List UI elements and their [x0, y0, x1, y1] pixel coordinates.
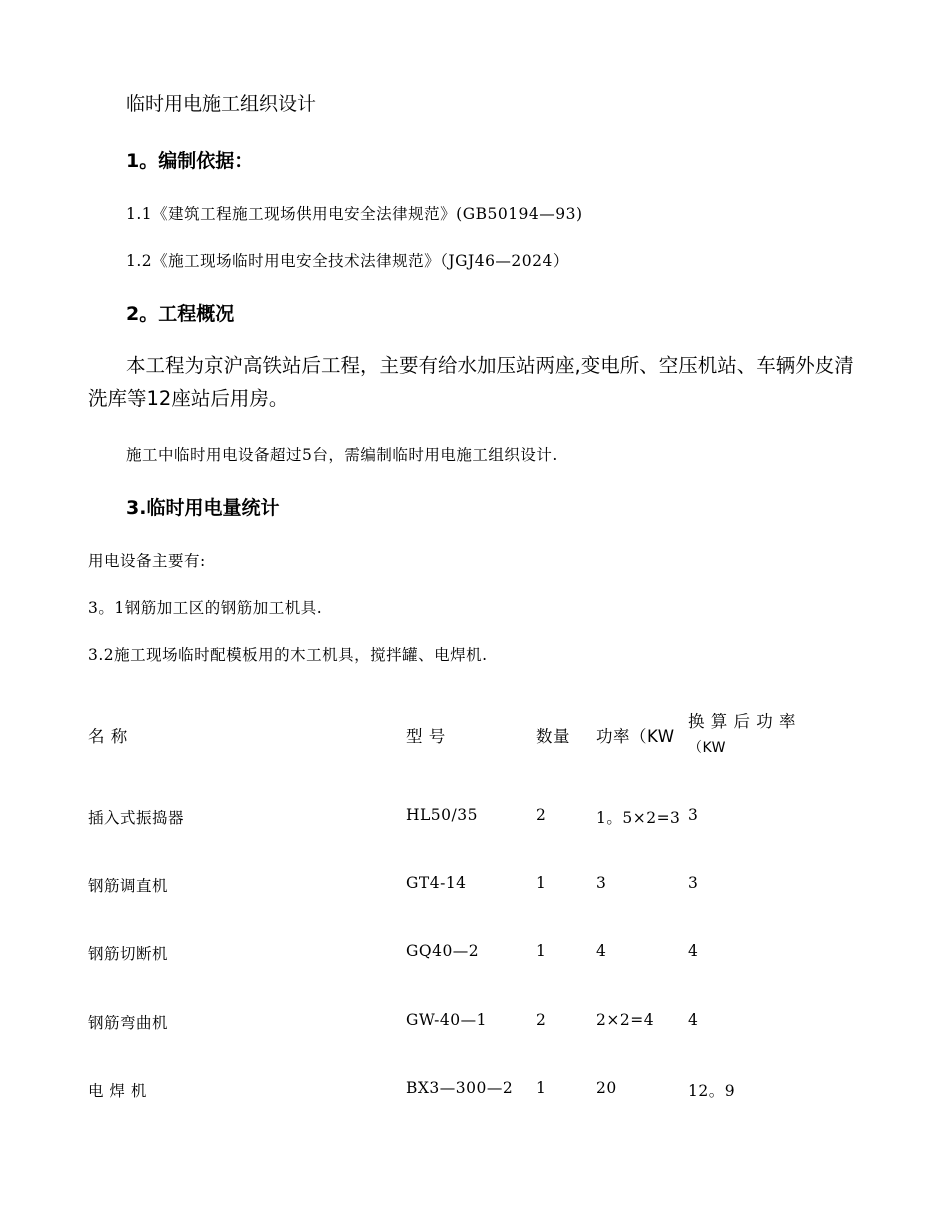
cell-converted: 4	[688, 1011, 699, 1029]
cell-model: HL50/35	[406, 806, 478, 824]
section3-item-2: 3.2施工现场临时配模板用的木工机具，搅拌罐、电焊机.	[88, 646, 488, 664]
cell-power: 20	[596, 1079, 617, 1097]
cell-name: 钢筋弯曲机	[88, 1014, 169, 1032]
document-title: 临时用电施工组织设计	[126, 93, 317, 115]
cell-model: GW-40—1	[406, 1011, 488, 1029]
cell-model: BX3—300—2	[406, 1079, 514, 1097]
cell-power: 2×2=4	[596, 1011, 655, 1029]
cell-model: GQ40—2	[406, 942, 480, 960]
section3-item-1: 3。1钢筋加工区的钢筋加工机具.	[88, 599, 323, 617]
header-converted-line2: （KW	[688, 740, 727, 756]
cell-power: 3	[596, 874, 607, 892]
section2-paragraph-1: 本工程为京沪高铁站后工程，主要有给水加压站两座,变电所、空压机站、车辆外皮清洗库等12座站后用房。	[88, 354, 854, 410]
cell-power: 4	[596, 942, 607, 960]
header-name: 名 称	[88, 727, 128, 746]
cell-qty: 1	[536, 1079, 547, 1097]
cell-converted: 3	[688, 874, 699, 892]
cell-converted: 3	[688, 806, 699, 824]
section2-paragraph-2: 施工中临时用电设备超过5台，需编制临时用电施工组织设计.	[126, 446, 558, 464]
cell-name: 插入式振捣器	[88, 809, 185, 827]
section1-heading: 1。编制依据：	[126, 150, 254, 172]
cell-qty: 2	[536, 1011, 547, 1029]
cell-power: 1。5×2=3	[596, 809, 681, 827]
header-qty: 数量	[536, 727, 570, 746]
cell-name: 钢筋调直机	[88, 877, 169, 895]
cell-name: 电 焊 机	[88, 1082, 147, 1100]
cell-model: GT4-14	[406, 874, 467, 892]
header-converted-line1: 换 算 后 功 率	[688, 712, 796, 731]
section1-item-1: 1.1《建筑工程施工现场供用电安全法律规范》(GB50194—93)	[126, 205, 583, 223]
section1-item-2: 1.2《施工现场临时用电安全技术法律规范》（JGJ46—2024）	[126, 252, 569, 270]
cell-qty: 1	[536, 942, 547, 960]
cell-qty: 2	[536, 806, 547, 824]
header-power: 功率（KW	[596, 727, 675, 746]
cell-name: 钢筋切断机	[88, 945, 169, 963]
section3-intro: 用电设备主要有:	[88, 552, 206, 570]
section3-heading: 3.临时用电量统计	[126, 497, 280, 519]
section2-heading: 2。工程概况	[126, 303, 235, 325]
header-model: 型 号	[406, 727, 446, 746]
cell-converted: 4	[688, 942, 699, 960]
cell-converted: 12。9	[688, 1082, 736, 1100]
cell-qty: 1	[536, 874, 547, 892]
